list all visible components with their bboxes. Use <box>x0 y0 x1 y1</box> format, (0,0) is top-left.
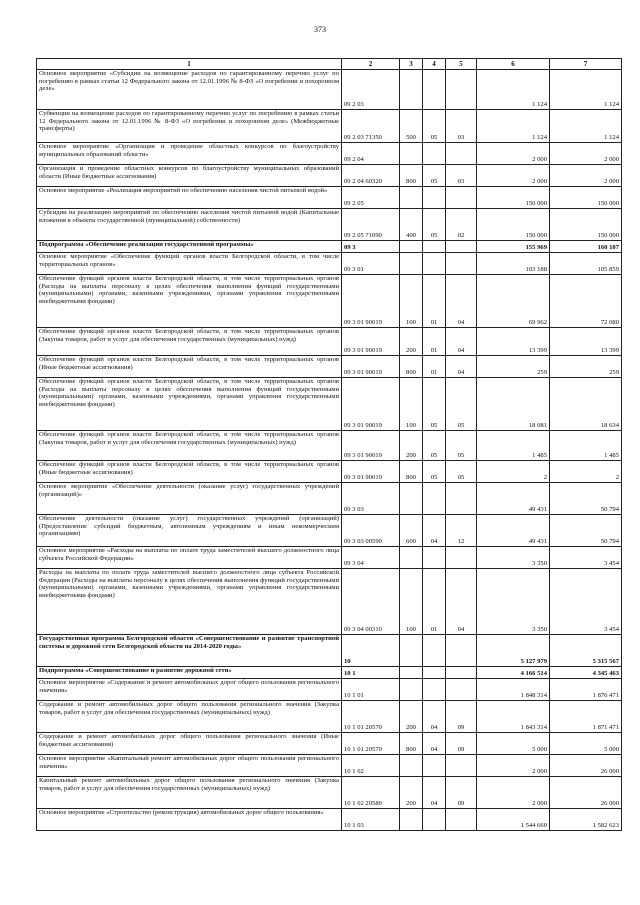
row-subsection <box>446 667 477 679</box>
row-subsection: 03 <box>446 165 477 187</box>
row-section <box>423 187 446 209</box>
row-amount-1: 1 124 <box>477 70 550 110</box>
col-header-description: 1 <box>37 59 342 70</box>
row-amount-1: 1 544 660 <box>477 809 550 831</box>
row-amount-1: 2 000 <box>477 755 550 777</box>
col-header-section: 4 <box>423 59 446 70</box>
row-expense-type <box>400 667 423 679</box>
row-expense-type: 600 <box>400 515 423 547</box>
row-amount-2: 1 124 <box>550 110 622 143</box>
table-row <box>37 143 622 165</box>
row-expense-type: 200 <box>400 701 423 733</box>
row-amount-2: 1 876 471 <box>550 679 622 701</box>
row-amount-1: 103 188 <box>477 253 550 275</box>
row-description: Основное мероприятие «Реализация мероприятий по обеспечению населения чистой питьевой водой» <box>37 187 342 209</box>
col-header-expense-type: 3 <box>400 59 423 70</box>
row-subsection: 05 <box>446 378 477 431</box>
row-subsection: 05 <box>446 431 477 461</box>
row-amount-2: 3 454 <box>550 547 622 569</box>
row-target-code: 09 3 04 <box>342 547 400 569</box>
row-description: Обеспечение функций органов власти Белгородской области, в том числе территориальных органов (Закупка товаров, работ и услуг для обеспечения государственных (муниципальных) нужд) <box>37 431 342 461</box>
row-amount-1: 1 848 314 <box>477 679 550 701</box>
row-amount-2: 160 107 <box>550 241 622 253</box>
row-description: Основное мероприятие «Организация и проведение областных конкурсов по благоустройству муниципальных образований области» <box>37 143 342 165</box>
row-target-code: 09 2 04 60320 <box>342 165 400 187</box>
row-target-code: 09 3 01 90019 <box>342 356 400 378</box>
row-amount-2: 2 000 <box>550 143 622 165</box>
row-target-code: 09 3 03 00590 <box>342 515 400 547</box>
row-amount-1: 69 962 <box>477 275 550 328</box>
table-row <box>37 275 622 328</box>
row-amount-1: 1 124 <box>477 110 550 143</box>
row-target-code: 10 <box>342 635 400 667</box>
row-section: 05 <box>423 209 446 241</box>
row-target-code: 09 3 01 <box>342 253 400 275</box>
row-expense-type <box>400 755 423 777</box>
row-target-code: 10 1 <box>342 667 400 679</box>
row-description: Основное мероприятие «Расходы на выплаты по оплате труда заместителей высшего должностного лица субъекта Российской Федерации» <box>37 547 342 569</box>
row-target-code: 09 3 01 90019 <box>342 431 400 461</box>
row-subsection: 09 <box>446 701 477 733</box>
row-expense-type <box>400 679 423 701</box>
table-row <box>37 515 622 547</box>
row-description: Основное мероприятие «Обеспечение функций органов власти Белгородской области, в том числе территориальных органов» <box>37 253 342 275</box>
table-body <box>37 59 622 831</box>
row-subsection: 02 <box>446 209 477 241</box>
row-amount-2: 72 080 <box>550 275 622 328</box>
row-expense-type <box>400 635 423 667</box>
table-row <box>37 165 622 187</box>
table-row <box>37 777 622 809</box>
row-subsection <box>446 809 477 831</box>
row-target-code: 09 2 05 <box>342 187 400 209</box>
row-subsection: 05 <box>446 461 477 483</box>
row-amount-1: 259 <box>477 356 550 378</box>
row-section: 05 <box>423 165 446 187</box>
row-target-code: 09 2 03 71350 <box>342 110 400 143</box>
table-row <box>37 755 622 777</box>
row-amount-1: 155 969 <box>477 241 550 253</box>
table-row <box>37 667 622 679</box>
row-target-code: 09 2 03 <box>342 70 400 110</box>
row-description: Расходы на выплаты по оплате труда заместителей высшего должностного лица субъекта Российской Федерации (Расходы на выплаты персоналу в целях обеспечения выполнения функций государственными (муниципальными) органами, казенными учреждениями, органами управления государственными внебюджетными фондами) <box>37 569 342 635</box>
row-amount-1: 49 431 <box>477 483 550 515</box>
row-description: Содержание и ремонт автомобильных дорог общего пользования регионального значения (Иные бюджетные ассигнования) <box>37 733 342 755</box>
row-amount-1: 2 000 <box>477 777 550 809</box>
row-amount-1: 2 000 <box>477 143 550 165</box>
row-amount-2: 26 000 <box>550 755 622 777</box>
row-amount-1: 18 081 <box>477 378 550 431</box>
row-section: 04 <box>423 777 446 809</box>
row-section <box>423 253 446 275</box>
row-description: Организация и проведение областных конкурсов по благоустройству муниципальных образований области (Иные бюджетные ассигнования) <box>37 165 342 187</box>
row-amount-2: 150 000 <box>550 187 622 209</box>
row-section: 05 <box>423 461 446 483</box>
row-description: Капитальный ремонт автомобильных дорог общего пользования регионального значения (Закупка товаров, работ и услуг для обеспечения государственных (муниципальных) нужд) <box>37 777 342 809</box>
table-row <box>37 569 622 635</box>
row-expense-type: 200 <box>400 328 423 356</box>
row-expense-type: 800 <box>400 733 423 755</box>
row-amount-1: 1 843 314 <box>477 701 550 733</box>
table-row <box>37 431 622 461</box>
row-description: Основное мероприятие «Капитальный ремонт автомобильных дорог общего пользования регионального значения» <box>37 755 342 777</box>
row-target-code: 09 3 01 90019 <box>342 378 400 431</box>
table-row <box>37 461 622 483</box>
row-description: Основное мероприятие «Обеспечение деятельности (оказание услуг) государственных учреждений (организаций)» <box>37 483 342 515</box>
row-description: Подпрограмма «Обеспечение реализации государственной программы» <box>37 241 342 253</box>
row-description: Обеспечение функций органов власти Белгородской области, в том числе территориальных органов (Иные бюджетные ассигнования) <box>37 461 342 483</box>
row-amount-1: 13 399 <box>477 328 550 356</box>
row-amount-2: 18 634 <box>550 378 622 431</box>
row-expense-type: 500 <box>400 110 423 143</box>
page-number: 373 <box>314 25 326 34</box>
row-subsection <box>446 679 477 701</box>
row-section <box>423 70 446 110</box>
row-expense-type <box>400 253 423 275</box>
row-section <box>423 635 446 667</box>
row-amount-2: 105 859 <box>550 253 622 275</box>
row-amount-1: 3 350 <box>477 569 550 635</box>
row-section <box>423 483 446 515</box>
row-expense-type <box>400 483 423 515</box>
row-section: 01 <box>423 328 446 356</box>
row-expense-type <box>400 187 423 209</box>
row-amount-1: 150 000 <box>477 187 550 209</box>
row-description: Обеспечение функций органов власти Белгородской области, в том числе территориальных органов (Иные бюджетные ассигнования) <box>37 356 342 378</box>
row-subsection: 04 <box>446 569 477 635</box>
row-section: 01 <box>423 569 446 635</box>
row-description: Основное мероприятие «Субсидии на возмещение расходов по гарантированному перечню услуг по погребению в рамках статьи 12 Федерального закона от 12.01.1996 № 8-ФЗ «О погребении и похоронном деле» <box>37 70 342 110</box>
row-amount-1: 5 000 <box>477 733 550 755</box>
row-amount-1: 2 <box>477 461 550 483</box>
row-expense-type: 100 <box>400 275 423 328</box>
row-amount-1: 150 000 <box>477 209 550 241</box>
row-expense-type: 800 <box>400 165 423 187</box>
row-expense-type: 800 <box>400 461 423 483</box>
row-subsection <box>446 635 477 667</box>
row-section <box>423 241 446 253</box>
table-row <box>37 701 622 733</box>
row-description: Обеспечение функций органов власти Белгородской области, в том числе территориальных органов (Расходы на выплаты персоналу в целях обеспечения выполнения функций государственными (муниципальными) органами, казенными учреждениями, органами управления государственными внебюджетными фондами) <box>37 378 342 431</box>
row-target-code: 10 1 01 20570 <box>342 733 400 755</box>
table-row <box>37 547 622 569</box>
row-subsection <box>446 483 477 515</box>
row-subsection: 04 <box>446 356 477 378</box>
row-description: Обеспечение деятельности (оказание услуг) государственных учреждений (организаций) (Предоставление субсидий бюджетным, автономным учреждениям и иным некоммерческим организациям) <box>37 515 342 547</box>
row-target-code: 09 3 01 90019 <box>342 461 400 483</box>
row-section: 01 <box>423 275 446 328</box>
table-row <box>37 733 622 755</box>
row-amount-2: 2 <box>550 461 622 483</box>
row-description: Субвенции на возмещение расходов по гарантированному перечню услуг по погребению в рамках статьи 12 Федерального закона от 12.01.1996 № 8-ФЗ «О погребении и похоронном деле» (Межбюджетные трансферты) <box>37 110 342 143</box>
row-subsection: 09 <box>446 777 477 809</box>
row-section: 04 <box>423 733 446 755</box>
row-expense-type: 100 <box>400 569 423 635</box>
row-description: Основное мероприятие «Строительство (реконструкция) автомобильных дорог общего пользования» <box>37 809 342 831</box>
table-row <box>37 187 622 209</box>
table-row <box>37 679 622 701</box>
table-row <box>37 70 622 110</box>
row-section: 05 <box>423 378 446 431</box>
row-subsection: 04 <box>446 275 477 328</box>
row-description: Обеспечение функций органов власти Белгородской области, в том числе территориальных органов (Расходы на выплаты персоналу в целях обеспечения выполнения функций государственными (муниципальными) органами, казенными учреждениями, органами управления государственными внебюджетными фондами) <box>37 275 342 328</box>
table-row <box>37 241 622 253</box>
row-subsection <box>446 547 477 569</box>
row-target-code: 09 3 01 90019 <box>342 328 400 356</box>
row-amount-2: 50 794 <box>550 483 622 515</box>
table-row <box>37 253 622 275</box>
row-expense-type: 400 <box>400 209 423 241</box>
row-amount-2: 259 <box>550 356 622 378</box>
row-description: Подпрограмма «Совершенствование и развитие дорожной сети» <box>37 667 342 679</box>
row-section: 01 <box>423 356 446 378</box>
table-row <box>37 378 622 431</box>
row-subsection <box>446 143 477 165</box>
row-expense-type <box>400 809 423 831</box>
row-amount-1: 49 431 <box>477 515 550 547</box>
row-section <box>423 143 446 165</box>
row-expense-type <box>400 241 423 253</box>
row-amount-2: 1 582 623 <box>550 809 622 831</box>
row-section <box>423 755 446 777</box>
row-amount-1: 5 127 979 <box>477 635 550 667</box>
table-row <box>37 110 622 143</box>
table-row <box>37 809 622 831</box>
row-amount-1: 1 485 <box>477 431 550 461</box>
row-target-code: 10 1 02 <box>342 755 400 777</box>
row-amount-2: 5 000 <box>550 733 622 755</box>
row-description: Государственная программа Белгородской области «Совершенствование и развитие транспортной системы и дорожной сети Белгородской области на 2014-2020 годы» <box>37 635 342 667</box>
table-row <box>37 356 622 378</box>
table-row <box>37 483 622 515</box>
row-target-code: 09 2 05 71090 <box>342 209 400 241</box>
row-expense-type <box>400 547 423 569</box>
budget-table <box>36 58 622 831</box>
row-section: 04 <box>423 515 446 547</box>
table-row <box>37 209 622 241</box>
row-subsection <box>446 187 477 209</box>
header-row <box>37 59 622 70</box>
row-amount-1: 2 000 <box>477 165 550 187</box>
row-section: 04 <box>423 701 446 733</box>
row-section: 05 <box>423 110 446 143</box>
row-target-code: 09 3 01 90019 <box>342 275 400 328</box>
row-expense-type <box>400 143 423 165</box>
row-subsection: 04 <box>446 328 477 356</box>
row-amount-2: 150 000 <box>550 209 622 241</box>
row-amount-1: 3 350 <box>477 547 550 569</box>
row-section: 05 <box>423 431 446 461</box>
row-amount-2: 50 794 <box>550 515 622 547</box>
row-description: Субсидии на реализацию мероприятий по обеспечению населения чистой питьевой водой (Капитальные вложения в объекты государственной (муниципальной) собственности) <box>37 209 342 241</box>
row-subsection <box>446 755 477 777</box>
row-amount-2: 3 454 <box>550 569 622 635</box>
table-row <box>37 328 622 356</box>
row-subsection <box>446 241 477 253</box>
row-section <box>423 809 446 831</box>
row-amount-2: 1 124 <box>550 70 622 110</box>
row-amount-2: 4 345 463 <box>550 667 622 679</box>
row-amount-2: 2 000 <box>550 165 622 187</box>
row-target-code: 10 1 03 <box>342 809 400 831</box>
row-description: Содержание и ремонт автомобильных дорог общего пользования регионального значения (Закупка товаров, работ и услуг для обеспечения государственных (муниципальных) нужд) <box>37 701 342 733</box>
row-target-code: 10 1 01 20570 <box>342 701 400 733</box>
row-target-code: 09 2 04 <box>342 143 400 165</box>
row-amount-2: 26 000 <box>550 777 622 809</box>
row-section <box>423 667 446 679</box>
row-target-code: 09 3 04 00310 <box>342 569 400 635</box>
row-subsection <box>446 70 477 110</box>
col-header-code: 2 <box>342 59 400 70</box>
row-amount-2: 1 485 <box>550 431 622 461</box>
row-target-code: 10 1 02 20580 <box>342 777 400 809</box>
row-expense-type: 200 <box>400 777 423 809</box>
row-section <box>423 547 446 569</box>
row-expense-type: 200 <box>400 431 423 461</box>
row-expense-type <box>400 70 423 110</box>
table-row <box>37 635 622 667</box>
row-subsection: 09 <box>446 733 477 755</box>
row-target-code: 09 3 03 <box>342 483 400 515</box>
row-subsection: 03 <box>446 110 477 143</box>
row-subsection <box>446 253 477 275</box>
row-description: Основное мероприятие «Содержание и ремонт автомобильных дорог общего пользования регионального значения» <box>37 679 342 701</box>
row-amount-2: 5 315 567 <box>550 635 622 667</box>
row-amount-2: 13 399 <box>550 328 622 356</box>
row-amount-2: 1 871 471 <box>550 701 622 733</box>
col-header-subsection: 5 <box>446 59 477 70</box>
row-description: Обеспечение функций органов власти Белгородской области, в том числе территориальных органов (Закупка товаров, работ и услуг для обеспечения государственных (муниципальных) нужд) <box>37 328 342 356</box>
row-section <box>423 679 446 701</box>
row-subsection: 12 <box>446 515 477 547</box>
col-header-amount-1: 6 <box>477 59 550 70</box>
row-target-code: 10 1 01 <box>342 679 400 701</box>
row-expense-type: 100 <box>400 378 423 431</box>
row-amount-1: 4 166 514 <box>477 667 550 679</box>
row-expense-type: 800 <box>400 356 423 378</box>
row-target-code: 09 3 <box>342 241 400 253</box>
col-header-amount-2: 7 <box>550 59 622 70</box>
